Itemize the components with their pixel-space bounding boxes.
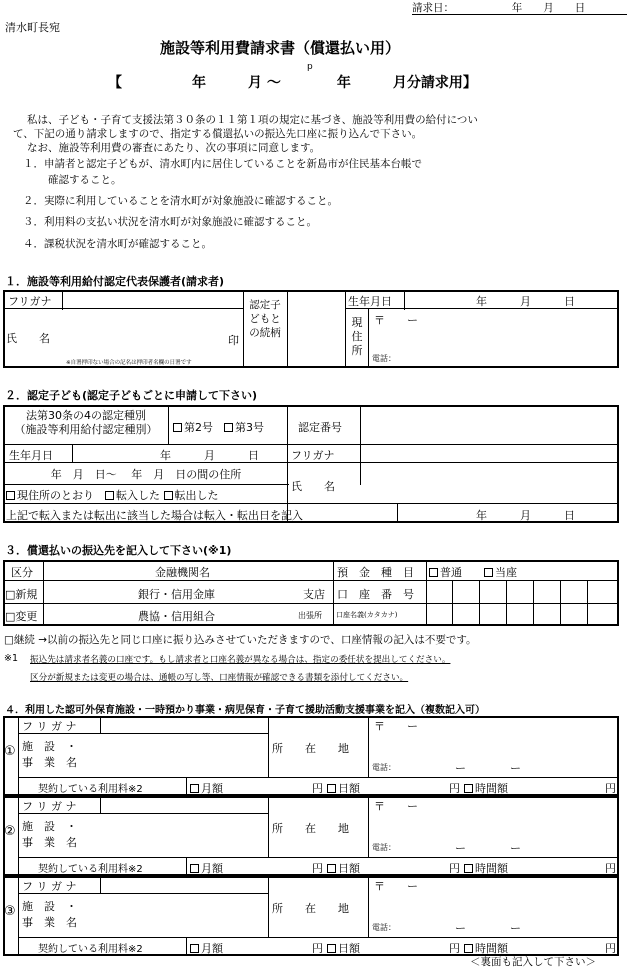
p-mark: p bbox=[307, 62, 313, 72]
consent-item-1: １．申請者と認定子どもが、清水町内に居住していることを新島市が住民基本台帳で bbox=[23, 158, 422, 170]
type-label: 法第30条の4の認定種別 （施設等利用給付認定種別） bbox=[14, 409, 158, 436]
divider bbox=[368, 716, 369, 777]
divider bbox=[43, 560, 44, 626]
checkbox-current[interactable] bbox=[484, 568, 493, 577]
checkbox-monthly[interactable] bbox=[190, 944, 199, 953]
checkbox-daily[interactable] bbox=[327, 944, 336, 953]
account-digit-divider bbox=[452, 580, 453, 603]
divider bbox=[18, 876, 19, 956]
account-digit-divider bbox=[479, 580, 480, 603]
divider bbox=[333, 603, 619, 604]
fee-monthly[interactable]: 月額 bbox=[190, 780, 223, 796]
agri-label: 農協・信用組合 bbox=[138, 610, 215, 623]
consent-item-2: ２．実際に利用していることを清水町が対象施設に確認すること。 bbox=[23, 195, 338, 207]
facility-row-mark: ① bbox=[4, 744, 16, 759]
intro-p1b: て、下記の通り請求しますので、指定する償還払いの振込先口座に振り込んで下さい。 bbox=[13, 128, 423, 140]
facility-tel-label: 電話： bbox=[372, 923, 396, 932]
kubun-change[interactable]: □変更 bbox=[5, 610, 38, 623]
fee-yen: 円 bbox=[312, 782, 323, 795]
consent-item-4: ４．課税状況を清水町が確認すること。 bbox=[23, 238, 212, 250]
checkbox-hourly[interactable] bbox=[464, 944, 473, 953]
fee-yen: 円 bbox=[449, 782, 460, 795]
branch-label: 支店 bbox=[303, 588, 325, 601]
divider bbox=[62, 290, 63, 310]
facility-name-label-2: 事 業 名 bbox=[22, 916, 77, 929]
intro-p2: なお、施設等利用費の審査にあたり、次の事項に同意します。 bbox=[27, 142, 321, 154]
address-label: 現住所 bbox=[351, 316, 363, 357]
fee-daily[interactable]: 日額 bbox=[327, 780, 360, 796]
divider bbox=[186, 777, 187, 796]
checkbox-hourly[interactable] bbox=[464, 864, 473, 873]
fee-monthly[interactable]: 月額 bbox=[190, 860, 223, 876]
section1-heading: １．施設等利用給付認定代表保護者(請求者) bbox=[5, 275, 225, 288]
divider bbox=[18, 937, 619, 938]
checkbox-type2[interactable] bbox=[173, 423, 182, 432]
divider bbox=[345, 290, 346, 368]
account-no-label: 口 座 番 号 bbox=[337, 588, 414, 601]
relation-field[interactable] bbox=[289, 292, 344, 366]
move-note: 上記で転入または転出に該当した場合は転入・転出日を記入 bbox=[6, 509, 303, 522]
section4-heading: ４．利用した認可外保育施設・一時預かり事業・病児保育・子育て援助活動支援事業を記入（複数記入可） bbox=[5, 705, 485, 716]
facility-postal[interactable]: 〒 ー bbox=[374, 720, 418, 733]
divider bbox=[3, 503, 619, 504]
fee-label: 契約している利用料※2 bbox=[38, 784, 143, 795]
child-birth-value[interactable]: 年 月 日 bbox=[160, 449, 259, 462]
deposit-type-label: 預 金 種 目 bbox=[337, 566, 414, 579]
facility-furigana-label: フ リ ガ ナ bbox=[22, 880, 77, 893]
divider bbox=[100, 876, 101, 893]
facility-tel-dash: ー ー bbox=[455, 922, 521, 935]
cert-no-label: 認定番号 bbox=[298, 421, 342, 434]
section2-heading: ２．認定子ども(認定子どもごとに申請して下さい) bbox=[5, 389, 258, 402]
divider bbox=[100, 716, 101, 733]
divider bbox=[3, 484, 289, 485]
fee-hourly[interactable]: 時間額 bbox=[464, 780, 508, 796]
divider bbox=[397, 503, 398, 523]
fee-yen: 円 bbox=[605, 862, 616, 875]
consent-item-3: ３．利用料の支払い状況を清水町が対象施設に確認すること。 bbox=[23, 216, 317, 228]
note1-mark: ※1 bbox=[4, 653, 19, 664]
deposit-options[interactable]: 普通 当座 bbox=[429, 564, 517, 580]
fee-hourly[interactable]: 時間額 bbox=[464, 940, 508, 956]
birth-label: 生年月日 bbox=[348, 295, 392, 308]
facility-tel-dash: ー ー bbox=[455, 762, 521, 775]
account-digit-divider bbox=[452, 603, 453, 626]
account-digit-divider bbox=[506, 603, 507, 626]
postal-code[interactable]: 〒 ー bbox=[374, 314, 418, 327]
divider bbox=[368, 796, 369, 857]
divider bbox=[368, 876, 369, 937]
child-name-label: 氏 名 bbox=[291, 480, 335, 493]
facility-name-label-1: 施 設 ・ bbox=[22, 820, 77, 833]
facility-name-label-2: 事 業 名 bbox=[22, 756, 77, 769]
cert-no-field[interactable] bbox=[362, 407, 617, 443]
divider bbox=[100, 796, 101, 813]
move-date[interactable]: 年 月 日 bbox=[476, 509, 575, 522]
checkbox-type3[interactable] bbox=[224, 423, 233, 432]
office-label: 出張所 bbox=[298, 611, 322, 620]
fee-daily[interactable]: 日額 bbox=[327, 940, 360, 956]
facility-postal[interactable]: 〒 ー bbox=[374, 800, 418, 813]
request-date: 請求日： 年 月 日 bbox=[412, 0, 627, 15]
checkbox-monthly[interactable] bbox=[190, 864, 199, 873]
divider bbox=[360, 405, 361, 485]
note2-text: 区分が新規または変更の場合は、通帳の写し等、口座情報が確認できる書類を添付してください。 bbox=[30, 673, 409, 683]
divider bbox=[18, 777, 619, 778]
account-digit-divider bbox=[587, 603, 588, 626]
period-line: 【 年 月 ～ 年 月分請求用】 bbox=[108, 75, 477, 91]
account-digit-divider bbox=[533, 580, 534, 603]
fee-yen: 円 bbox=[449, 942, 460, 955]
divider bbox=[72, 444, 73, 462]
divider bbox=[287, 290, 288, 368]
bank-name-label: 金融機関名 bbox=[155, 566, 210, 579]
facility-furigana-label: フ リ ガ ナ bbox=[22, 720, 77, 733]
facility-name-label-1: 施 設 ・ bbox=[22, 900, 77, 913]
checkbox-out[interactable] bbox=[164, 491, 173, 500]
divider bbox=[186, 937, 187, 956]
kubun-new[interactable]: □新規 bbox=[5, 588, 38, 601]
bank-label: 銀行・信用金庫 bbox=[138, 588, 215, 601]
facility-row-mark: ③ bbox=[4, 904, 16, 919]
child-furigana-label: フリガナ bbox=[291, 449, 335, 462]
checkbox-hourly[interactable] bbox=[464, 784, 473, 793]
divider bbox=[426, 560, 427, 626]
account-name-label: 口座名義(カタカナ) bbox=[336, 611, 398, 619]
intro-p1: 私は、子ども・子育て支援法第３０条の１１第１項の規定に基づき、施設等利用費の給付につい bbox=[27, 114, 478, 126]
account-digit-divider bbox=[560, 580, 561, 603]
type-options[interactable]: 第2号 第3号 bbox=[173, 419, 264, 435]
facility-postal[interactable]: 〒 ー bbox=[374, 880, 418, 893]
divider bbox=[333, 560, 334, 626]
signature-note: ※自署押印ない場合の記名は押印者名欄の日署です bbox=[66, 360, 192, 366]
checkbox-ordinary[interactable] bbox=[429, 568, 438, 577]
facility-location-label: 所 在 地 bbox=[272, 902, 349, 915]
facility-tel-label: 電話： bbox=[372, 763, 396, 772]
kubun-label: 区分 bbox=[11, 566, 33, 579]
account-digit-divider bbox=[479, 603, 480, 626]
checkbox-in[interactable] bbox=[105, 491, 114, 500]
divider bbox=[404, 290, 405, 310]
divider bbox=[3, 603, 333, 604]
fee-label: 契約している利用料※2 bbox=[38, 864, 143, 875]
seal-mark: 印 bbox=[228, 334, 239, 347]
divider bbox=[268, 716, 269, 777]
divider bbox=[268, 796, 269, 857]
divider bbox=[18, 716, 19, 796]
fee-monthly[interactable]: 月額 bbox=[190, 940, 223, 956]
checkbox-monthly[interactable] bbox=[190, 784, 199, 793]
facility-tel-label: 電話： bbox=[372, 843, 396, 852]
fee-yen: 円 bbox=[449, 862, 460, 875]
account-digit-divider bbox=[560, 603, 561, 626]
fee-yen: 円 bbox=[605, 942, 616, 955]
fee-label: 契約している利用料※2 bbox=[38, 944, 143, 955]
applicant-furigana-field[interactable] bbox=[64, 291, 242, 308]
consent-item-1b: 確認すること。 bbox=[48, 174, 122, 186]
divider bbox=[3, 580, 619, 581]
divider bbox=[186, 857, 187, 876]
checkbox-daily[interactable] bbox=[327, 864, 336, 873]
birth-value[interactable]: 年 月 日 bbox=[476, 295, 575, 308]
account-digit-divider bbox=[506, 580, 507, 603]
facility-name-label-2: 事 業 名 bbox=[22, 836, 77, 849]
divider bbox=[368, 308, 369, 368]
continue-note[interactable]: □継続 →以前の振込先と同じ口座に振り込みさせていただきますので、口座情報の記入は不要です。 bbox=[4, 634, 477, 646]
fee-daily[interactable]: 日額 bbox=[327, 860, 360, 876]
checkbox-same[interactable] bbox=[6, 491, 15, 500]
facility-location-label: 所 在 地 bbox=[272, 742, 349, 755]
note1-text: 振込先は請求者名義の口座です。もし請求者と口座名義が異なる場合は、指定の委任状を提出してください。 bbox=[30, 655, 451, 665]
divider bbox=[243, 290, 244, 368]
facility-name-label-1: 施 設 ・ bbox=[22, 740, 77, 753]
back-page-note: ＜裏面も記入して下さい＞ bbox=[470, 956, 596, 968]
divider bbox=[287, 405, 288, 523]
account-digit-divider bbox=[587, 580, 588, 603]
divider bbox=[18, 796, 19, 876]
applicant-name-label: 氏 名 bbox=[6, 332, 50, 345]
period-address-label: 年 月 日～ 年 月 日の間の住所 bbox=[50, 468, 242, 481]
facility-location-label: 所 在 地 bbox=[272, 822, 349, 835]
child-birth-label: 生年月日 bbox=[9, 449, 53, 462]
move-options[interactable]: 現住所のとおり 転入した 転出した bbox=[6, 487, 219, 503]
facility-tel-dash: ー ー bbox=[455, 842, 521, 855]
fee-hourly[interactable]: 時間額 bbox=[464, 860, 508, 876]
fee-yen: 円 bbox=[312, 942, 323, 955]
addressee: 清水町長宛 bbox=[5, 21, 60, 34]
relation-label: 認定子どもとの続柄 bbox=[249, 299, 281, 339]
tel-label: 電話： bbox=[372, 354, 396, 363]
facility-row-mark: ② bbox=[4, 824, 16, 839]
fee-yen: 円 bbox=[312, 862, 323, 875]
divider bbox=[18, 857, 619, 858]
facility-furigana-label: フ リ ガ ナ bbox=[22, 800, 77, 813]
divider bbox=[268, 876, 269, 937]
account-digit-divider bbox=[533, 603, 534, 626]
furigana-label: フリガナ bbox=[8, 295, 52, 308]
divider bbox=[3, 444, 619, 445]
section3-heading: ３．償還払いの振込先を記入して下さい(※1) bbox=[5, 544, 232, 557]
divider bbox=[168, 405, 169, 445]
page-title: 施設等利用費請求書（償還払い用） bbox=[160, 39, 401, 57]
fee-yen: 円 bbox=[605, 782, 616, 795]
checkbox-daily[interactable] bbox=[327, 784, 336, 793]
